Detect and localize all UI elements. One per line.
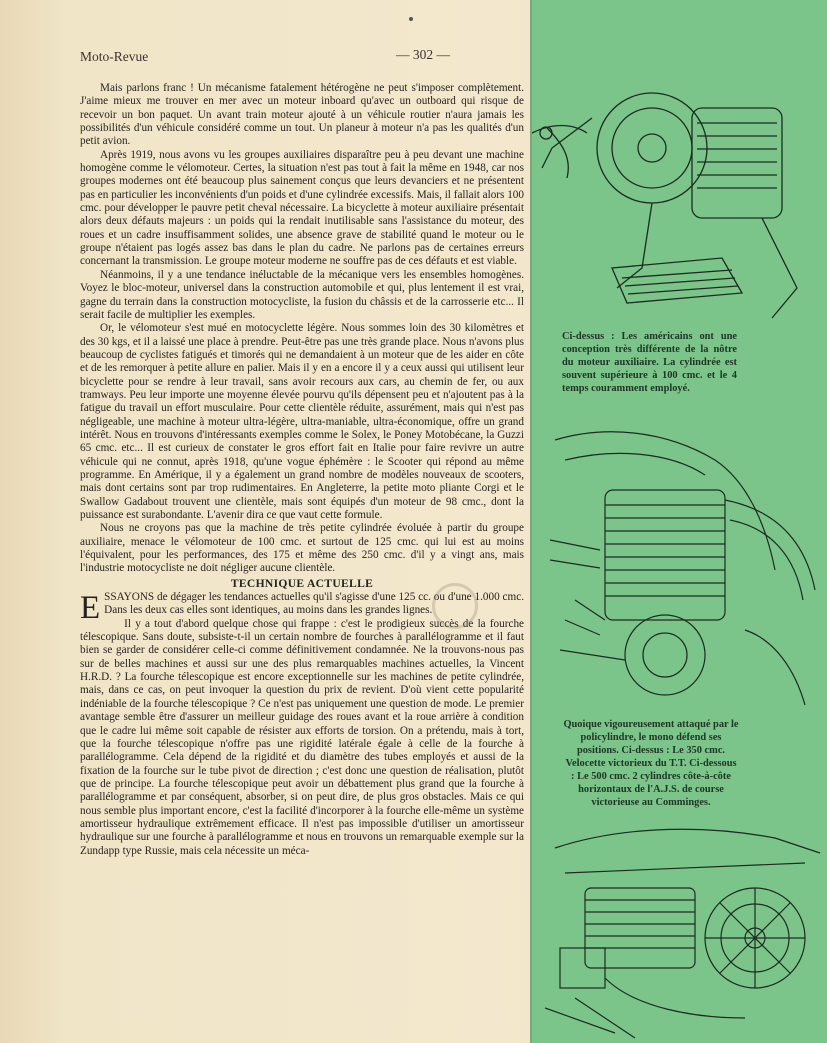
ajs-engine-illustration bbox=[545, 818, 827, 1043]
article-paragraph: Nous ne croyons pas que la machine de très petite cylindrée évoluée à partir du groupe auxiliaire, menace le vélomoteur de 100 cmc. et surtout de 125 cmc. qui lui est au moins l'équivalent, pour les performances, des 175 et même des 250 cmc. d'il y a vingt ans, mais l'industrie motocycliste ne doit négliger aucune clientèle. bbox=[80, 522, 524, 575]
auxiliary-engine-illustration bbox=[532, 88, 827, 328]
article-paragraph: Néanmoins, il y a une tendance inéluctable de la mécanique vers les ensembles homogènes. Voyez le bloc-moteur, universel dans la construction automobile et qui, plus lentement il est vrai, gagne du terrain dans la construction motocycliste, la fusion du châssis et de la carrosserie etc... Il serait facile de multiplier les exemples. bbox=[80, 268, 524, 321]
dropcap-letter: E bbox=[80, 590, 101, 627]
velocette-engine-illustration bbox=[545, 420, 827, 710]
section-heading: TECHNIQUE ACTUELLE bbox=[230, 576, 374, 590]
illustration-caption-top: Ci-dessus : Les américains ont une conception très différente de la nôtre du moteur auxiliaire. La cylindrée est souvent supérieure à 100 cmc. et le 4 temps couramment employé. bbox=[562, 331, 737, 394]
article-paragraph: Mais parlons franc ! Un mécanisme fatalement hétérogène ne peut s'imposer complètement. J'aime mieux me trouver en mer avec un moteur inboard qu'avec un outboard qui risque de recevoir un bon paquet. Un avant train moteur ajouté à un véhicule routier n'aura jamais les possibilités d'un véhicule considéré comme un tout. Un planeur à moteur n'a pas les qualités d'un petit avion. bbox=[80, 82, 524, 148]
article-paragraph: Il y a tout d'abord quelque chose qui frappe : c'est le prodigieux succès de la fourche télescopique. Sans doute, subsiste-t-il un certain nombre de fourches à parallélogramme et il faut bien se garder de considérer celle-ci comme définitivement condamnée. Ne la trouvons-nous pas sur de belles machines et aussi sur une des plus remarquables machines actuelles, la Vincent H.R.D. ? La fourche télescopique est encore exceptionnelle sur les machines de petite cylindrée, mais, dans ce cas, on peut invoquer la question du prix de revient. D'où vient cette popularité indéniable de la fourche télescopique ? Ce n'est pas uniquement une question de mode. Le premier avantage semble être d'assurer un meilleur guidage des roues avant et la roue arrière à condition que le cadre lui même soit capable de résister aux efforts de torsion. On a prétendu, mais à tort, que la fourche télescopique n'offre pas une rigidité latérale égale à celle de la fourche à parallélogramme. Cela dépend de la rigidité et du diamètre des tubes employés et aussi de la fixation de la fourche sur le tube pivot de direction ; c'est donc une question de réalisation, plutôt que de principe. La fourche télescopique peut avoir un débattement plus grand que la fourche à parallélogramme et par conséquent, absorber, si on peut dire, de plus gros obstacles. Mais ce qui nous semble plus important encore, c'est la facilité d'incorporer à la fourche elle-même un système amortisseur hydraulique extrêmement efficace. Il n'est pas impossible d'utiliser un amortisseur hydraulique sur une fourche à parallélogramme et nous en trouvons un remarquable exemple sur la Zundapp type Russie, mais cela nécessite un méca- bbox=[80, 617, 524, 857]
article-paragraph: Après 1919, nous avons vu les groupes auxiliaires disparaître peu à peu devant une machine homogène comme le vélomoteur. Certes, la situation n'est pas tout à fait la même en 1948, car nos groupes modernes ont été beaucoup plus sainement conçus que leurs devanciers et ne présentent pas en particulier les inconvénients d'un poids et d'une cylindrée excessifs. Mais, il fallait alors 100 cmc. pour développer le pauvre petit cheval nécessaire. La bicyclette à moteur auxiliaire présentait alors deux défauts majeurs : un poids qui la rendait inutilisable sans l'assistance du moteur, des roues et un cadre insuffisamment solides, une absence grave de stabilité quand le moteur ou le groupe n'étaient pas logés assez bas dans le plan du cadre. Ne parlons pas de certaines erreurs concernant la transmission. Le groupe moteur moderne ne souffre pas de ces défauts et est viable. bbox=[80, 148, 524, 268]
article-paragraph: Or, le vélomoteur s'est mué en motocyclette légère. Nous sommes loin des 30 kilomètres et des 30 kgs, et il a laissé une place à prendre. Peut-être pas une très grande place. Nous n'avons plus beaucoup de cyclistes fatigués et timorés qui ne demandaient à un moteur que de les aider en côte et de les remorquer à petite allure en palier. Mais il y en a encore il y a ceux aussi qui utilisent leur bicyclette pour se rendre à leur travail, sans avoir recours aux cars, au chemin de fer, ou aux tramways. Peu leur importe une moyenne élevée pourvu qu'ils dépensent peu et n'ajoutent pas à la fatigue du travail un effort musculaire. Pour cette clientèle réduite, assurément, mais qui n'est pas négligeable, une machine à moteur ultra-légère, ultra-maniable, ultra-économique, offre un grand intérêt. Nous en trouvons d'intéressants exemples comme le Solex, le Poney Motobécane, la Guzzi 65 cmc. etc... Il est curieux de constater le gros effort fait en Italie pour faire revivre un autre véhicule qui ne connut, après 1918, qu'une vogue éphémère : le Scooter qui répond au même programme. En Amérique, il y a également un grand nombre de modèles nouveaux de scooters, mais dont certains sont par trop rudimentaires. En Angleterre, la petite moto pliante Corgi et le Swallow Gadabout trouvent une clientèle, mais sont équipés d'un moteur de 98 cmc., dont la puissance est surabondante. L'avenir dira ce que vaut cette formule. bbox=[80, 322, 524, 521]
dropcap-paragraph-text: SSAYONS de dégager les tendances actuelles qu'il s'agisse d'une 125 cc. ou d'une 1.000 cmc. Dans les deux cas elles sont identiques, au moins dans les grandes lignes. bbox=[104, 591, 524, 617]
illustration-caption-middle: Quoique vigoureusement attaqué par le policylindre, le mono défend ses positions. Ci-dessus : Le 350 cmc. Velocette victorieux du T.T. Ci-dessous : Le 500 cmc. 2 cylindres côte-à-côte horizontaux de l'A.J.S. de course victorieuse au Comminges. bbox=[563, 719, 739, 808]
page-mark bbox=[409, 17, 413, 21]
magazine-title: Moto-Revue bbox=[80, 49, 149, 64]
watermark-stamp bbox=[432, 583, 478, 629]
article-body bbox=[80, 82, 524, 858]
page-number: — 302 — bbox=[396, 47, 450, 62]
